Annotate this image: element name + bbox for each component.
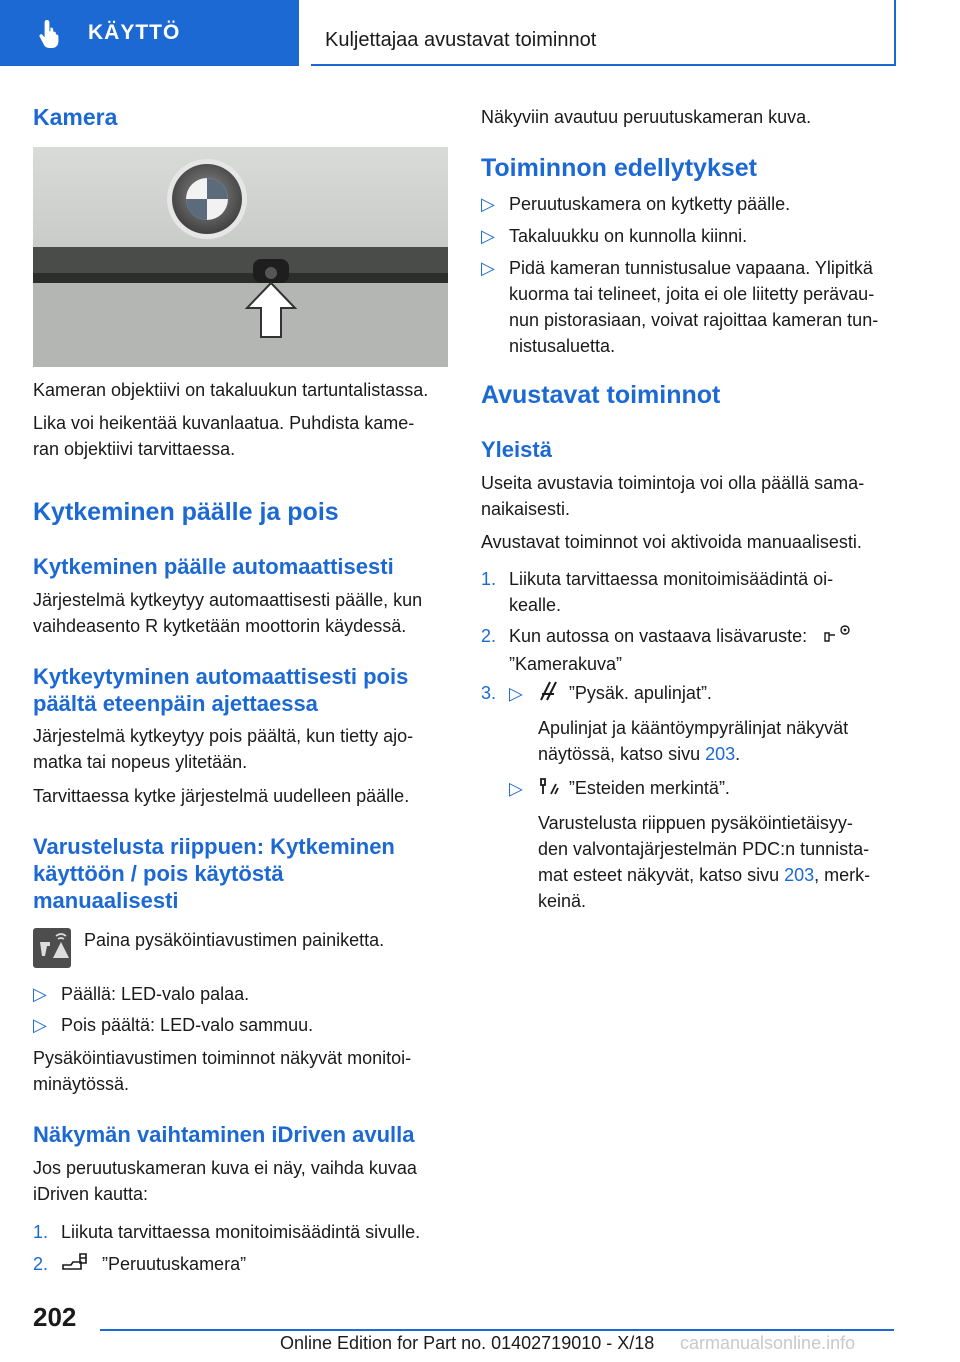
camera-settings-icon (822, 624, 852, 651)
list-item (481, 191, 790, 217)
auto-off-heading-1: Kytkeytyminen automaattisesti pois (33, 664, 409, 689)
list-item (481, 255, 878, 359)
edition-text: Online Edition for Part no. 01402719010 - X/18 (280, 1333, 655, 1353)
list-item (481, 566, 833, 618)
manual-heading-2: käyttöön / pois käytöstä (33, 861, 284, 886)
step-text: Liikuta tarvittaessa monitoimisäädintä oi- (509, 569, 834, 589)
requirement-text: nistusaluetta. (509, 336, 616, 356)
step-number: 2. (33, 1254, 49, 1274)
step-number: 3. (481, 683, 497, 703)
obstacle-marking-icon (538, 775, 560, 804)
step-text: mat esteet näkyvät, katso sivu (538, 865, 785, 885)
list-item (481, 223, 747, 249)
page-link[interactable]: 203 (784, 865, 815, 885)
intro-text: Näkyviin avautuu peruutuskameran kuva. (481, 107, 812, 127)
step-text: Apulinjat ja kääntöympyrälinjat näkyvät (538, 718, 849, 738)
bullet-arrow-icon: ▷ (33, 984, 47, 1004)
bullet-on-text: Päällä: LED-valo palaa. (61, 984, 250, 1004)
list-item (33, 1012, 313, 1038)
bullet-arrow-icon: ▷ (33, 1015, 47, 1035)
step-number: 2. (481, 626, 497, 646)
step-text: , merk- (814, 865, 871, 885)
bullet-arrow-icon: ▷ (481, 258, 495, 278)
general-heading: Yleistä (481, 437, 552, 462)
chapter-header (311, 0, 896, 66)
idrive-paragraph-1: Jos peruutuskameran kuva ei näy, vaihda kuvaa (33, 1158, 417, 1178)
camera-photo (33, 147, 448, 367)
parking-guidelines-icon (538, 680, 560, 709)
general-paragraph-3: Avustavat toiminnot voi aktivoida manuaalisesti. (481, 532, 862, 552)
bullet-off-text: Pois päältä: LED-valo sammuu. (61, 1015, 314, 1035)
step-text: den valvontajärjestelmän PDC:n tunnista- (538, 839, 870, 859)
list-item (33, 1251, 246, 1279)
manual-heading-3: manuaalisesti (33, 888, 179, 913)
idrive-heading: Näkymän vaihtaminen iDriven avulla (33, 1122, 415, 1147)
auto-off-paragraph-2: matka tai nopeus ylitetään. (33, 752, 248, 772)
rear-camera-icon (61, 1252, 91, 1279)
list-item (481, 680, 895, 914)
step-text: ”Kamerakuva” (509, 653, 623, 674)
display-paragraph-2: minäytössä. (33, 1074, 130, 1094)
general-paragraph-2: naikaisesti. (481, 499, 571, 519)
step-text: ”Pysäk. apulinjat”. (568, 683, 712, 704)
step-text: kealle. (509, 595, 562, 615)
requirement-text: kuorma tai telineet, joita ei ole liitetty perävau- (509, 284, 875, 304)
footer-divider (100, 1329, 894, 1331)
step-text: . (735, 744, 741, 764)
step-number: 1. (481, 569, 497, 589)
display-paragraph-1: Pysäköintiavustimen toiminnot näkyvät monitoi- (33, 1048, 412, 1068)
step-text: näytössä, katso sivu (538, 744, 706, 764)
requirement-text: Pidä kameran tunnistusalue vapaana. Ylipitkä (509, 258, 873, 278)
step-text: ”Esteiden merkintä”. (568, 778, 730, 799)
camera-paragraph-1: Kameran objektiivi on takaluukun tartuntalistassa. (33, 380, 429, 400)
hand-pointer-icon (38, 18, 68, 48)
bullet-arrow-icon: ▷ (481, 226, 495, 246)
bullet-arrow-icon: ▷ (509, 778, 523, 799)
bullet-arrow-icon: ▷ (509, 683, 523, 704)
camera-paragraph-2a: Lika voi heikentää kuvanlaatua. Puhdista kame- (33, 413, 415, 433)
idrive-paragraph-2: iDriven kautta: (33, 1184, 149, 1204)
auto-on-heading: Kytkeminen päälle automaattisesti (33, 554, 394, 579)
chapter-title: Kuljettajaa avustavat toiminnot (325, 29, 597, 51)
step-text: keinä. (538, 891, 587, 911)
page-number: 202 (33, 1302, 77, 1332)
section-label: KÄYTTÖ (88, 21, 181, 44)
auto-off-paragraph-3: Tarvittaessa kytke järjestelmä uudelleen päälle. (33, 786, 410, 806)
section-tab (0, 0, 299, 66)
requirements-heading: Toiminnon edellytykset (481, 154, 757, 182)
requirement-text: Peruutuskamera on kytketty päälle. (509, 194, 791, 214)
auto-on-paragraph-1: Järjestelmä kytkeytyy automaattisesti päälle, kun (33, 590, 423, 610)
requirement-text: Takaluukku on kunnolla kiinni. (509, 226, 748, 246)
camera-paragraph-2b: ran objektiivi tarvittaessa. (33, 439, 236, 459)
step-text: Varustelusta riippuen pysäköintietäisyy- (538, 813, 853, 833)
step-number: 1. (33, 1222, 49, 1242)
step-text: Liikuta tarvittaessa monitoimisäädintä sivulle. (61, 1222, 421, 1242)
step-text: ”Peruutuskamera” (102, 1254, 247, 1274)
auto-off-paragraph-1: Järjestelmä kytkeytyy pois päältä, kun tietty ajo- (33, 726, 414, 746)
auto-on-paragraph-2: vaihdeasento R kytketään moottorin käydessä. (33, 616, 407, 636)
page-link[interactable]: 203 (705, 744, 736, 764)
switch-heading: Kytkeminen päälle ja pois (33, 498, 339, 526)
camera-heading: Kamera (33, 104, 118, 130)
watermark: carmanualsonline.info (680, 1333, 856, 1353)
step-text: Kun autossa on vastaava lisävaruste: (509, 626, 808, 646)
general-paragraph-1: Useita avustavia toimintoja voi olla päällä sama- (481, 473, 865, 493)
park-assist-button-icon (33, 928, 71, 968)
list-item (33, 1219, 420, 1245)
bullet-arrow-icon: ▷ (481, 194, 495, 214)
auto-off-heading-2: päältä eteenpäin ajettaessa (33, 691, 318, 716)
list-item (481, 623, 852, 677)
manual-button-text: Paina pysäköintiavustimen painiketta. (84, 930, 385, 950)
requirement-text: nun pistorasiaan, voivat rajoittaa kameran tun- (509, 310, 879, 330)
assist-heading: Avustavat toiminnot (481, 381, 721, 409)
manual-heading-1: Varustelusta riippuen: Kytkeminen (33, 834, 395, 859)
list-item (33, 981, 249, 1007)
